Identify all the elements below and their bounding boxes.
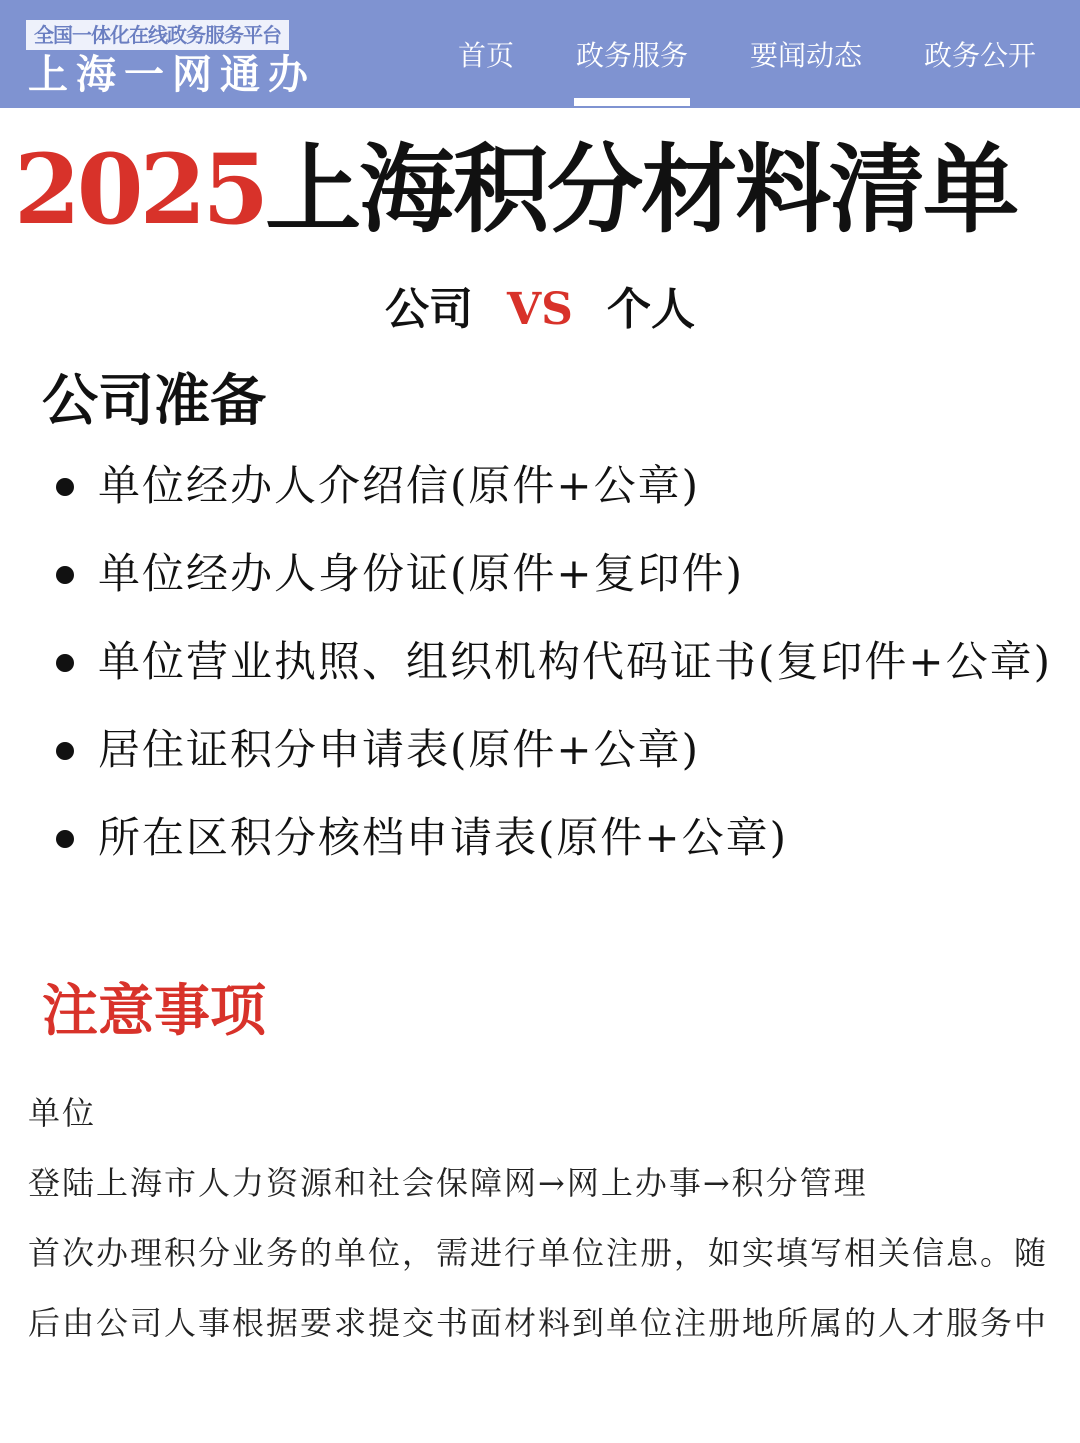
brand-logo[interactable] <box>22 14 322 100</box>
list-item: 单位营业执照、组织机构代码证书(复印件+公章) <box>0 618 1080 706</box>
notes-paragraph: 登陆上海市人力资源和社会保障网→网上办事→积分管理 <box>28 1164 868 1202</box>
brand-name: 上海一网通办 <box>28 52 316 98</box>
subtitle-company: 公司 <box>385 284 474 335</box>
list-item: 单位经办人身份证(原件+复印件) <box>0 530 1080 618</box>
nav-item-home[interactable]: 首页 <box>458 39 515 72</box>
subtitle-vs: VS <box>507 284 573 335</box>
notes-paragraph: 单位 <box>28 1094 97 1132</box>
platform-tag: 全国一体化在线政务服务平台 <box>26 20 289 50</box>
nav-item-gov-disclosure[interactable]: 政务公开 <box>924 39 1037 72</box>
list-item: 单位经办人介绍信(原件+公章) <box>0 442 1080 530</box>
notes-paragraph: 首次办理积分业务的单位，需进行单位注册，如实填写相关信息。随后由公司人事根据要求提交书面材料到单位注册地所属的人才服务中 <box>28 1234 1049 1342</box>
nav-item-gov-services[interactable]: 政务服务 <box>576 36 688 76</box>
subtitle-individual: 个人 <box>606 284 695 335</box>
title-text: 上海积分材料清单 <box>265 133 1018 246</box>
notes-section-heading: 注意事项 <box>42 978 266 1044</box>
top-nav-bar <box>0 0 1080 108</box>
company-section-heading: 公司准备 <box>42 368 266 434</box>
list-item: 居住证积分申请表(原件+公章) <box>0 706 1080 794</box>
main-nav <box>440 0 1080 108</box>
company-materials-list <box>0 442 1080 882</box>
page-title <box>14 130 1080 250</box>
page-subtitle <box>0 280 1080 340</box>
notes-body <box>28 1078 1058 1358</box>
list-item: 所在区积分核档申请表(原件+公章) <box>0 794 1080 882</box>
title-year: 2025 <box>14 133 266 246</box>
nav-item-news[interactable]: 要闻动态 <box>750 39 863 72</box>
